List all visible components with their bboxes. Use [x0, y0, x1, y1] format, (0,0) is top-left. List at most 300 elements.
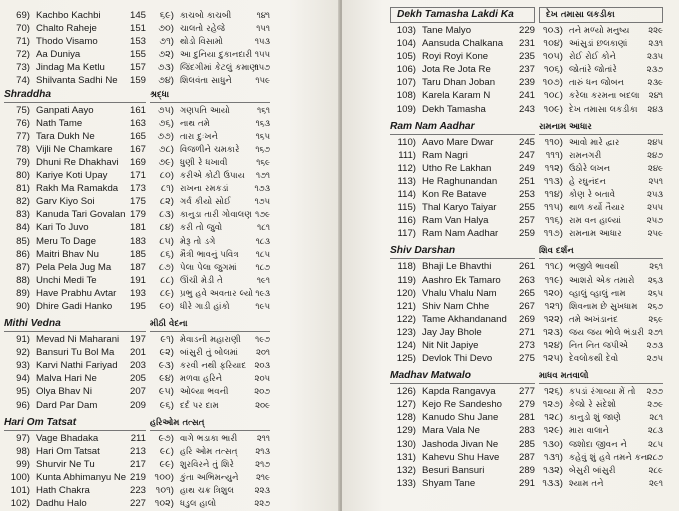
toc-entry-gujarati [539, 201, 663, 214]
entry-number: ૧૨૨) [543, 313, 563, 325]
entry-number: ૮૧) [160, 183, 174, 195]
entry-page-number: ૨૮૫ [647, 438, 663, 449]
entry-number: 88) [16, 274, 30, 286]
entry-number: ૧૨૮) [544, 412, 563, 424]
entry-title: રોઈ રોઈ કોને [569, 51, 616, 62]
entry-number: ૧૦૯) [543, 103, 563, 115]
toc-entry-gujarati [150, 372, 270, 385]
entry-page-number: 191 [129, 274, 146, 286]
entry-page-number: ૧૫૩ [254, 36, 270, 47]
entry-number: 103) [396, 25, 416, 36]
entry-title: દર્દ પર દામ [180, 399, 219, 410]
entry-title: Olya Bhav Ni [36, 386, 92, 398]
entry-number: 126) [396, 386, 416, 398]
toc-entry-gujarati [150, 35, 270, 48]
entry-title: Kon Re Batave [422, 189, 487, 201]
entry-number: ૯૨) [159, 347, 174, 359]
toc-entry-gujarati [150, 399, 270, 412]
toc-group [150, 9, 270, 88]
entry-page-number: 277 [518, 386, 535, 398]
right-page [342, 0, 679, 511]
entry-title: દેખ તમાસા લકડીકા [569, 103, 638, 114]
toc-entry [4, 432, 146, 445]
entry-title: કાનુડા તારી ગોવાલણ [180, 209, 252, 220]
entry-page-number: ૨૭૯ [647, 399, 663, 410]
entry-number: 109) [396, 103, 416, 115]
toc-entry [390, 411, 535, 424]
entry-title: Karvi Nathi Fariyad [36, 360, 118, 372]
entry-page-number: ૧૮૫ [255, 248, 270, 259]
entry-title: બેસુરી બાંસુરી [569, 464, 616, 475]
toc-entry-gujarati [539, 411, 663, 424]
entry-title: Have Prabhu Avtar [36, 287, 117, 299]
entry-page-number: 247 [518, 149, 535, 161]
entry-title: Pela Pela Jug Ma [36, 261, 112, 273]
entry-page-number: 253 [518, 189, 535, 201]
entry-number: 131) [396, 451, 416, 463]
entry-page-number: ૨૬૧ [649, 261, 663, 272]
entry-number: ૧૦૨) [154, 498, 174, 510]
toc-entry-gujarati [150, 156, 270, 169]
entry-title: કરેલા કરમના બદલા [569, 90, 640, 101]
entry-title: મળવા હરિને [180, 373, 223, 384]
entry-page-number: 255 [518, 202, 535, 214]
entry-number: 106) [396, 64, 416, 76]
toc-entry [4, 248, 146, 261]
toc-entry [4, 35, 146, 48]
entry-page-number: 285 [518, 438, 535, 450]
entry-number: 80) [16, 170, 30, 182]
entry-number: ૧૨૪) [543, 339, 563, 351]
entry-title: કરી તો જુવો [180, 222, 223, 233]
entry-page-number: ૧૪૧ [256, 10, 270, 20]
entry-number: 114) [397, 189, 416, 201]
toc-entry-gujarati [539, 175, 663, 188]
entry-number: 102) [10, 498, 30, 510]
left-gujarati-column [150, 9, 270, 510]
entry-title: He Raghunandan [422, 175, 498, 187]
section-heading-shiv-darshan: Shiv Darshan [390, 244, 535, 259]
toc-entry [390, 398, 535, 411]
entry-title: બાંસુરી તું બોલમાં [180, 347, 239, 358]
entry-title: મારા વાલાને [569, 425, 610, 436]
entry-number: ૯૧) [160, 334, 174, 346]
entry-page-number: ૨૫૧ [648, 175, 663, 186]
entry-title: ઊંચી મેડી તે [180, 274, 223, 285]
entry-title: રામ વન હાલ્યાં [569, 215, 622, 226]
entry-page-number: ૨૬૯ [648, 313, 663, 324]
entry-page-number: 281 [518, 412, 535, 424]
entry-page-number: ૧૫૫ [254, 49, 270, 60]
toc-entry [390, 89, 535, 102]
entry-title: ધડુલ હાલો [180, 498, 217, 509]
toc-entry [390, 24, 535, 37]
entry-page-number: ૨૭૭ [646, 386, 663, 397]
entry-title: નાથ તમે [180, 117, 210, 128]
entry-title: Meru To Dage [36, 235, 97, 247]
entry-title: રામનામ આધાર [569, 228, 622, 239]
entry-page-number: ૧૫૯ [255, 75, 270, 86]
toc-entry [390, 287, 535, 300]
entry-page-number: 229 [518, 25, 535, 36]
toc-entry-gujarati [539, 50, 663, 63]
entry-title: થોડો વિસામો [180, 36, 224, 47]
entry-number: ૧૦૪) [543, 38, 563, 50]
entry-number: ૧૧૪) [544, 189, 563, 201]
toc-entry [390, 76, 535, 89]
entry-number: 117) [397, 228, 416, 240]
toc-entry-gujarati [539, 398, 663, 411]
toc-entry-gujarati [150, 61, 270, 74]
entry-page-number: 167 [129, 143, 146, 155]
toc-group [4, 9, 146, 88]
entry-title: તારું ધન જોબન [569, 77, 625, 88]
entry-number: 125) [396, 353, 416, 365]
entry-title: Bhaji Le Bhavthi [422, 261, 492, 273]
toc-entry-gujarati [539, 162, 663, 175]
entry-title: Garv Kiyo Soi [36, 196, 95, 208]
entry-title: Dadhu Halo [36, 498, 87, 510]
entry-number: 108) [396, 90, 416, 102]
entry-page-number: 227 [129, 498, 146, 510]
entry-number: 112) [397, 162, 416, 174]
entry-page-number: ૨૩૧ [648, 38, 663, 49]
entry-page-number: 193 [129, 287, 146, 299]
entry-number: 107) [396, 77, 416, 89]
entry-title: Ram Nam Aadhar [422, 228, 499, 240]
entry-title: Shurvir Ne Tu [36, 458, 95, 470]
entry-title: Jay Jay Bhole [422, 326, 482, 338]
toc-group [150, 333, 270, 412]
entry-title: Devlok Thi Devo [422, 353, 493, 365]
entry-page-number: ૧૭૧ [255, 170, 270, 181]
entry-title: હે રઘુનંદન [569, 175, 606, 186]
toc-entry-gujarati [539, 214, 663, 227]
entry-title: Shiv Nam Chhe [422, 300, 490, 312]
entry-number: 132) [396, 464, 416, 476]
entry-number: ૧૧૯) [544, 274, 563, 286]
entry-page-number: ૧૭૫ [254, 196, 270, 207]
entry-number: 124) [396, 339, 416, 351]
entry-title: કેજો રે સંદેશો [569, 399, 617, 410]
entry-number: ૧૩૧) [544, 451, 563, 463]
toc-entry-gujarati [539, 438, 663, 451]
entry-number: 118) [397, 261, 416, 273]
entry-title: Aashro Ek Tamaro [422, 274, 501, 286]
entry-number: 121) [396, 300, 416, 312]
toc-entry-gujarati [539, 89, 663, 102]
entry-number: ૧૧૩) [544, 175, 563, 187]
toc-entry [390, 385, 535, 398]
toc-entry-gujarati [150, 346, 270, 359]
entry-number: 105) [396, 51, 416, 63]
entry-title: વિજળીને ચમકારે [180, 143, 240, 154]
section-heading-hari-om-tatsat: Hari Om Tatsat [4, 416, 146, 431]
toc-group [150, 432, 270, 511]
toc-entry [390, 339, 535, 352]
entry-page-number: 223 [129, 485, 146, 496]
entry-page-number: ૨૮૧ [649, 412, 663, 423]
entry-title: Mara Vala Ne [422, 425, 480, 437]
entry-title: જોતાંરે જોતાંરે [569, 64, 617, 75]
section-heading-mithi-vedna: Mithi Vedna [4, 317, 146, 332]
entry-page-number: ૨૧૭ [255, 458, 270, 469]
toc-group [390, 24, 535, 116]
entry-page-number: ૨૮૭ [647, 451, 663, 462]
toc-entry [4, 48, 146, 61]
entry-page-number: 237 [518, 64, 535, 76]
toc-group [150, 104, 270, 314]
entry-page-number: ૨૪૫ [647, 136, 663, 147]
entry-title: Malva Hari Ne [36, 373, 97, 385]
toc-entry-gujarati [539, 451, 663, 464]
toc-entry [390, 37, 535, 50]
entry-number: ૮૮) [160, 274, 174, 286]
entry-number: 113) [397, 175, 416, 187]
toc-entry-gujarati [150, 287, 270, 300]
section-heading-ram-nam-aadhar-gujarati: રામનામ આધાર [539, 120, 663, 135]
entry-title: તમે અખંડાનંદ [569, 313, 619, 324]
entry-title: જય જય ભોલે ભંડારી [569, 326, 645, 337]
toc-entry [4, 261, 146, 274]
entry-page-number: ૧૯૩ [255, 287, 270, 298]
entry-title: Aavo Mare Dwar [422, 136, 494, 148]
toc-entry [4, 274, 146, 287]
entry-title: Jashoda Jivan Ne [422, 438, 499, 450]
entry-title: આશરો એક તમારો [569, 274, 635, 285]
toc-entry-gujarati [539, 424, 663, 437]
toc-entry-gujarati [539, 274, 663, 287]
toc-entry [4, 182, 146, 195]
toc-entry [390, 313, 535, 326]
toc-entry-gujarati [150, 235, 270, 248]
entry-page-number: ૧૮૧ [257, 222, 270, 233]
entry-number: 93) [16, 360, 30, 372]
entry-number: 98) [16, 445, 30, 457]
entry-page-number: 205 [129, 373, 146, 385]
entry-page-number: 261 [518, 261, 535, 273]
entry-number: ૭૨) [158, 49, 174, 61]
entry-page-number: 179 [129, 209, 146, 221]
entry-number: 69) [16, 10, 30, 21]
entry-title: કાચબો કાચબી [180, 10, 232, 20]
entry-number: ૮૯) [159, 287, 174, 299]
entry-number: 111) [398, 149, 416, 161]
entry-number: ૭૭) [157, 130, 174, 142]
toc-entry-gujarati [150, 48, 270, 61]
entry-number: ૧૩૩) [542, 477, 563, 489]
section-heading-dekh-tamasha-gujarati: દેખ તમાસા લકડીકા [539, 7, 663, 23]
toc-entry [4, 359, 146, 372]
entry-number: ૧૨૦) [543, 287, 563, 299]
entry-page-number: 157 [129, 62, 146, 74]
toc-entry [390, 352, 535, 365]
entry-number: 101) [10, 485, 30, 496]
section-heading-shraddha-gujarati: શ્રદ્ધા [150, 88, 270, 103]
entry-number: ૧૦૦) [154, 471, 174, 483]
entry-number: ૭૪) [158, 75, 174, 87]
entry-number: 91) [16, 334, 30, 346]
toc-entry [4, 143, 146, 156]
entry-title: Kahevu Shu Have [422, 451, 500, 463]
entry-page-number: ૨૮૩ [647, 425, 663, 436]
toc-entry-gujarati [150, 195, 270, 208]
toc-entry [4, 235, 146, 248]
entry-title: કરવી નથી ફરિયાદ [180, 360, 247, 371]
toc-entry [390, 326, 535, 339]
entry-title: શ્યામ તને [569, 477, 604, 488]
section-heading-shraddha: Shraddha [4, 88, 146, 103]
entry-page-number: 175 [129, 196, 146, 208]
entry-number: ૧૧૮) [545, 261, 563, 273]
entry-title: Maitri Bhav Nu [36, 248, 99, 260]
toc-entry-gujarati [150, 130, 270, 143]
entry-page-number: 145 [129, 10, 146, 21]
entry-page-number: ૨૧૯ [256, 471, 270, 482]
entry-page-number: 159 [129, 75, 146, 87]
toc-entry [390, 103, 535, 116]
toc-entry [4, 300, 146, 313]
toc-entry [390, 260, 535, 273]
toc-entry-gujarati [539, 313, 663, 326]
entry-number: 81) [16, 183, 30, 195]
toc-entry [4, 74, 146, 87]
toc-entry [4, 9, 146, 22]
entry-page-number: 249 [518, 162, 535, 174]
entry-title: પેલા પેલા જુગમાં [180, 261, 237, 272]
entry-title: Kanuda Tari Govalan [36, 209, 126, 221]
toc-entry [390, 274, 535, 287]
entry-number: ૯૪) [159, 373, 174, 385]
entry-title: Karela Karam N [422, 90, 491, 102]
entry-title: Dard Par Dam [36, 399, 98, 411]
entry-page-number: 161 [129, 104, 146, 116]
toc-entry [4, 287, 146, 300]
entry-number: 75) [16, 104, 30, 116]
entry-number: 97) [16, 432, 30, 444]
entry-title: જિંદગીમાં કેટલું કમાણા [180, 62, 260, 73]
entry-page-number: 171 [129, 170, 146, 182]
entry-number: ૭૯) [158, 156, 174, 168]
entry-number: ૮૦) [159, 170, 174, 182]
entry-page-number: 241 [518, 90, 535, 102]
entry-page-number: 207 [129, 386, 146, 398]
entry-title: ચાલતો રહેજે [180, 23, 225, 34]
toc-entry-gujarati [150, 300, 270, 313]
toc-group [539, 260, 663, 365]
toc-entry [390, 438, 535, 451]
entry-title: Vijli Ne Chamkare [36, 143, 113, 155]
toc-entry [4, 117, 146, 130]
entry-page-number: ૧૯૧ [256, 274, 270, 285]
entry-number: 123) [396, 326, 416, 338]
entry-page-number: ૨૨૯ [648, 25, 663, 35]
entry-title: Kariye Koti Upay [36, 170, 108, 182]
entry-page-number: ૧૭૯ [255, 209, 270, 220]
toc-entry-gujarati [150, 169, 270, 182]
entry-number: 129) [396, 425, 416, 437]
entry-number: 95) [16, 386, 30, 398]
entry-number: ૧૦૫) [543, 51, 563, 63]
toc-entry [390, 63, 535, 76]
entry-number: ૯૮) [159, 445, 174, 457]
entry-number: ૧૦૭) [542, 77, 563, 89]
entry-page-number: ૨૫૭ [646, 215, 663, 226]
entry-number: 133) [396, 477, 416, 489]
entry-page-number: ૨૫૩ [647, 189, 663, 200]
entry-page-number: 181 [129, 222, 146, 234]
entry-number: ૧૨૭) [542, 399, 563, 411]
entry-number: 72) [16, 49, 30, 61]
right-english-column [390, 7, 535, 490]
entry-title: Kanudo Shu Jane [422, 412, 499, 424]
entry-title: શિવનામ છે સુખધામ [569, 300, 638, 311]
toc-entry-gujarati [539, 37, 663, 50]
toc-entry [390, 188, 535, 201]
entry-number: 92) [16, 347, 30, 359]
entry-number: 76) [16, 117, 30, 129]
entry-number: ૧૧૫) [544, 202, 563, 214]
entry-page-number: 211 [130, 432, 146, 444]
entry-page-number: ૨૪૯ [647, 162, 663, 173]
entry-page-number: ૨૫૫ [647, 202, 663, 213]
toc-group [4, 104, 146, 314]
entry-page-number: ૨૧૧ [256, 432, 270, 443]
toc-entry-gujarati [150, 385, 270, 398]
entry-page-number: 173 [129, 183, 146, 195]
entry-number: 82) [16, 196, 30, 208]
entry-page-number: ૧૬૭ [255, 143, 270, 154]
entry-number: ૧૧૭) [543, 228, 563, 240]
entry-number: 71) [16, 36, 30, 48]
entry-page-number: 153 [129, 36, 146, 48]
toc-entry-gujarati [539, 227, 663, 240]
entry-page-number: 243 [518, 103, 535, 115]
entry-title: Hath Chakra [36, 485, 90, 496]
entry-title: કાનુડો શું જાણે [569, 412, 621, 423]
toc-group [539, 385, 663, 490]
entry-title: Utho Re Lakhan [422, 162, 492, 174]
entry-number: 96) [16, 399, 30, 411]
toc-entry [4, 399, 146, 412]
entry-number: ૧૧૨) [544, 162, 563, 174]
entry-page-number: ૨૦૧ [255, 347, 270, 358]
entry-title: Tame Akhandanand [422, 313, 507, 325]
entry-page-number: 217 [129, 458, 146, 470]
entry-page-number: 201 [129, 347, 146, 359]
entry-title: Tane Malyo [422, 25, 472, 36]
entry-number: 119) [397, 274, 416, 286]
entry-title: Thal Karyo Taiyar [422, 202, 497, 214]
entry-page-number: ૧૮૩ [255, 235, 270, 246]
entry-title: Kapda Rangavya [422, 386, 496, 398]
entry-number: ૧૦૮) [544, 90, 563, 102]
toc-group [390, 385, 535, 490]
entry-number: 115) [397, 202, 416, 214]
entry-number: 94) [16, 373, 30, 385]
entry-page-number: 163 [129, 117, 146, 129]
toc-entry-gujarati [150, 143, 270, 156]
entry-title: થાળ કર્યો તૈયાર [569, 202, 625, 213]
entry-number: ૧૦૬) [543, 64, 563, 76]
entry-title: રામનગરી [569, 149, 602, 160]
toc-entry [4, 104, 146, 117]
entry-title: Thodo Visamo [36, 36, 98, 48]
toc-entry-gujarati [150, 432, 270, 445]
entry-title: શુરવિરને તું શિરે [180, 458, 235, 469]
entry-page-number: 187 [129, 261, 146, 273]
entry-page-number: 257 [518, 215, 535, 227]
